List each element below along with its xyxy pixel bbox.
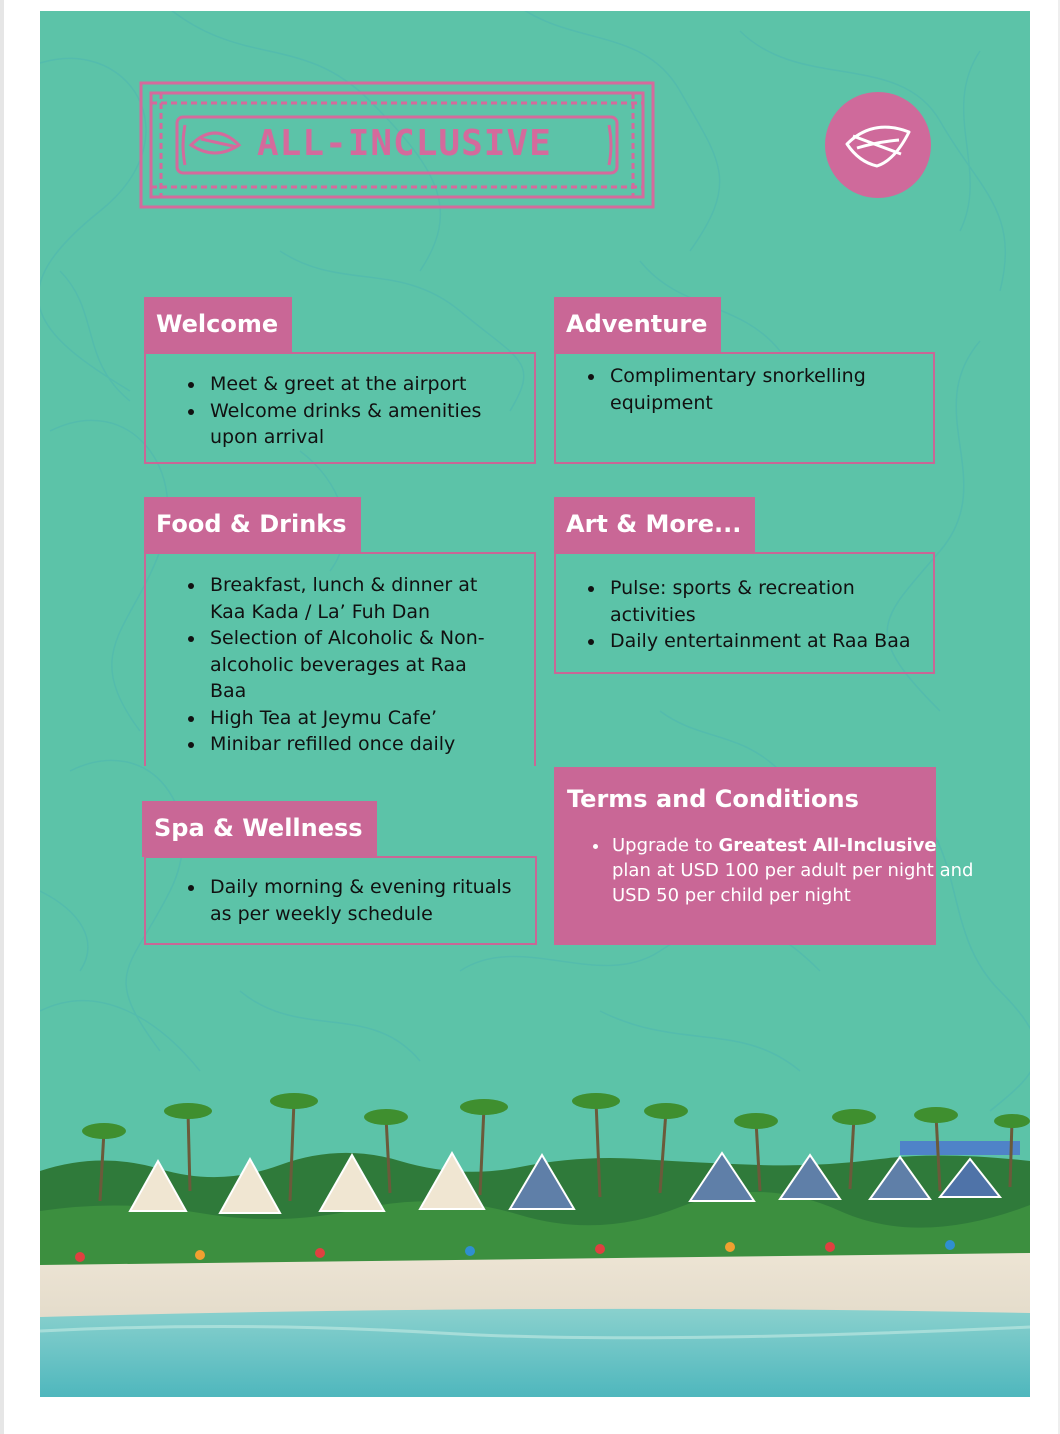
terms-text-after: plan at USD 100 per adult per night and USD 50 per child per night [612, 860, 974, 906]
list-item: • Pulse: sports & recreation activities [606, 575, 919, 628]
food-drinks-box [144, 552, 536, 766]
list-item: • Minibar refilled once daily [206, 731, 498, 758]
welcome-box [144, 352, 536, 464]
terms-list [554, 833, 980, 908]
list-item: • Daily entertainment at Raa Baa [606, 628, 919, 655]
list-item: • Meet & greet at the airport [206, 371, 534, 398]
spa-wellness-heading: Spa & Wellness [142, 801, 377, 857]
beach-resort-image [40, 1081, 1030, 1397]
terms-box [554, 767, 974, 945]
list-item: • Complimentary snorkelling equipment [606, 363, 893, 416]
list-item: • Selection of Alcoholic & Non-alcoholic beverages at Raa Baa [206, 625, 498, 705]
terms-title: Terms and Conditions [567, 785, 859, 813]
adventure-heading: Adventure [554, 297, 721, 353]
terms-text-bold: Greatest All-Inclusive [718, 835, 937, 856]
stamp-eye-icon [191, 133, 239, 153]
food-drinks-heading: Food & Drinks [144, 497, 361, 553]
list-item: • Daily morning & evening rituals as per weekly schedule [206, 874, 521, 927]
terms-item [610, 833, 980, 908]
welcome-list [146, 371, 534, 451]
art-more-list [556, 575, 933, 655]
all-inclusive-poster [40, 11, 1030, 1397]
all-inclusive-stamp-logo [139, 81, 655, 209]
eye-logo-icon [843, 120, 913, 170]
art-more-heading: Art & More... [554, 497, 755, 553]
spa-wellness-box [144, 856, 537, 945]
food-drinks-list [146, 572, 534, 758]
brand-badge [825, 92, 931, 198]
adventure-list [556, 363, 933, 416]
stamp-text: ALL-INCLUSIVE [257, 123, 552, 164]
list-item: • Breakfast, lunch & dinner at Kaa Kada / La’ Fuh Dan [206, 572, 498, 625]
adventure-box [554, 352, 935, 464]
welcome-heading: Welcome [144, 297, 292, 353]
spa-wellness-list [146, 874, 535, 927]
terms-text-before: Upgrade to [612, 835, 719, 856]
art-more-box [554, 552, 935, 674]
list-item: • Welcome drinks & amenities upon arrival [206, 398, 534, 451]
list-item: • High Tea at Jeymu Cafe’ [206, 705, 498, 732]
